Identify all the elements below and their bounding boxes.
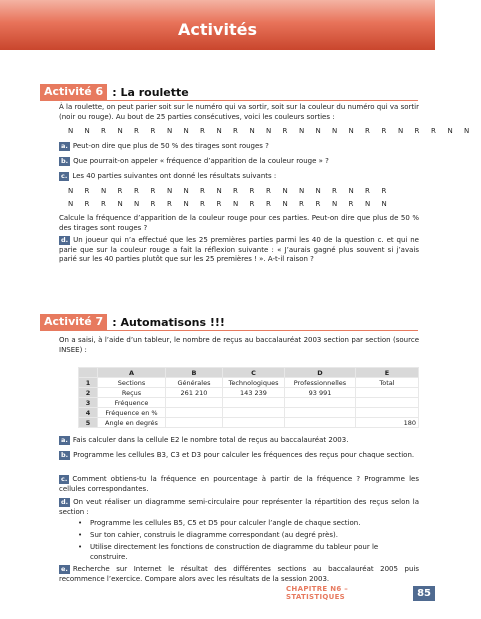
sequence-letter: R [414,127,420,135]
sequence-letter: N [315,127,321,135]
column-header: E [356,368,419,378]
sequence-letter: R [200,187,205,195]
table-row [79,398,419,408]
sequence-letter: R [101,127,106,135]
activity-6-rule [40,100,418,101]
column-header: B [166,368,223,378]
activity-6-intro: À la roulette, on peut parier soit sur le numéro qui va sortir, soit sur la couleur du numéro qui va sortir (noir ou rouge). Au bout de 25 parties consécutives, voici les couleurs sorties : [59,103,419,121]
activity-6-heading [40,84,189,100]
question-text: Comment obtiens-tu la fréquence en pourcentage à partir de la fréquence ? Programme les cellules correspondantes. [59,475,419,493]
sequence-letter: R [84,187,90,195]
question-label: d. [61,498,69,506]
sequence-letter: R [134,187,139,195]
column-header: C [223,368,285,378]
spreadsheet-table [78,367,419,428]
sequence-letter: R [365,187,370,195]
sequence-letter: N [299,187,305,195]
color-sequence-1 [68,127,481,135]
page-title: Activités [178,20,257,39]
sequence-letter: N [101,187,107,195]
question-label: c. [61,172,68,180]
table-cell [166,418,223,428]
question-7e [59,565,419,584]
sequence-letter: N [365,200,371,208]
table-cell: Reçus [98,388,166,398]
sequence-letter: R [348,200,354,208]
bullet-item: • Utilise directement les fonctions de construction de diagramme du tableur pour le construire. [90,543,415,562]
sequence-letter: R [249,200,255,208]
page-number: 85 [413,586,435,601]
table-cell: Sections [98,378,166,388]
sequence-letter: R [167,200,172,208]
sequence-letter: N [117,127,123,135]
sheet-header-row [79,368,419,378]
sequence-letter: N [68,187,74,195]
activity-7-intro: On a saisi, à l’aide d’un tableur, le nombre de reçus au baccalauréat 2003 section par section (source INSEE) : [59,336,419,354]
question-label: b. [61,157,69,165]
table-cell: 180 [356,418,419,428]
sheet-corner [79,368,98,378]
sequence-letter: R [84,200,90,208]
sequence-letter: N [183,127,189,135]
sequence-letter: R [200,200,205,208]
sequence-letter: R [381,187,387,195]
column-header: A [98,368,166,378]
table-cell [356,408,419,418]
question-6c [59,172,419,182]
sequence-letter: N [68,200,74,208]
sequence-letter: R [315,200,321,208]
sequence-letter: N [282,200,288,208]
sequence-letter: N [332,127,338,135]
sequence-letter: N [299,127,305,135]
sequence-letter: R [134,127,139,135]
sequence-letter: R [431,127,436,135]
table-cell [223,418,285,428]
color-sequence-2 [68,187,398,195]
row-number: 1 [79,378,98,388]
table-cell [166,408,223,418]
sequence-letter: N [216,127,222,135]
sequence-letter: R [266,200,271,208]
question-text: Que pourrait-on appeler « fréquence d’apparition de la couleur rouge » ? [73,157,329,165]
sequence-letter: N [167,127,173,135]
column-header: D [285,368,356,378]
sequence-letter: R [332,187,337,195]
sequence-letter: R [365,127,370,135]
activity-7-rule [40,330,418,331]
table-cell: Technologiques [223,378,285,388]
activity-6-badge: Activité 6 [40,84,107,100]
row-number: 5 [79,418,98,428]
sequence-letter: N [167,187,173,195]
activity-7-badge: Activité 7 [40,314,107,330]
activity-7-heading [40,314,225,330]
sequence-letter: N [348,187,354,195]
sequence-letter: N [447,127,453,135]
sequence-letter: N [348,127,354,135]
question-text: Un joueur qui n’a effectué que les 25 premières parties parmi les 40 de la question c. et qui ne parie que sur la couleur rouge a fait la réflexion suivante : « J’aurais gagné plus souvent si j’avais parié sur les 40 parties plutôt que sur les 25 premières ! ». A-t-il raison ? [59,236,419,263]
table-cell [285,418,356,428]
sequence-letter: R [249,187,255,195]
table-cell: Générales [166,378,223,388]
color-sequence-3 [68,200,398,208]
sequence-letter: N [464,127,470,135]
question-7c [59,475,419,494]
sequence-letter: R [381,127,387,135]
header-banner [0,0,435,50]
sequence-letter: R [101,200,106,208]
question-6a [59,142,419,152]
sequence-letter: N [282,187,288,195]
table-cell [166,398,223,408]
sequence-letter: R [282,127,288,135]
sequence-letter: N [315,187,321,195]
question-text: Fais calculer dans la cellule E2 le nombre total de reçus au baccalauréat 2003. [72,436,349,444]
table-cell: Total [356,378,419,388]
sequence-letter: N [68,127,74,135]
sequence-letter: R [233,187,238,195]
sequence-letter: N [233,200,239,208]
question-label: e. [61,565,68,573]
sequence-letter: R [299,200,304,208]
table-cell: Fréquence [98,398,166,408]
table-row [79,388,419,398]
question-text: Peut-on dire que plus de 50 % des tirages sont rouges ? [72,142,269,150]
question-text: Programme les cellules B3, C3 et D3 pour calculer les fréquences des reçus pour chaque section. [73,451,415,459]
sequence-letter: N [266,127,272,135]
row-number: 4 [79,408,98,418]
question-label: b. [61,451,69,459]
sequence-letter: N [183,187,189,195]
question-text: Les 40 parties suivantes ont donné les résultats suivants : [72,172,277,180]
table-cell [356,398,419,408]
table-cell: 261 210 [166,388,223,398]
sequence-letter: R [117,187,123,195]
sequence-letter: N [117,200,123,208]
sequence-letter: R [150,200,156,208]
question-label: a. [61,142,68,150]
table-cell [285,408,356,418]
sequence-letter: N [183,200,189,208]
activity-7-title: : Automatisons !!! [112,315,225,329]
table-cell: Angle en degrés [98,418,166,428]
table-row [79,418,419,428]
question-7b [59,451,419,461]
sequence-letter: N [381,200,387,208]
question-label: a. [61,436,68,444]
question-text: Recherche sur Internet le résultat des différentes sections au baccalauréat 2005 puis recommence l’exercice. Compare alors avec les résultats de la session 2003. [59,565,419,583]
question-7d [59,498,419,517]
sequence-letter: R [150,187,156,195]
sequence-letter: R [266,187,271,195]
sequence-letter: N [332,200,338,208]
page-footer [286,585,435,601]
table-row [79,408,419,418]
question-6d [59,236,419,265]
sequence-letter: R [216,200,222,208]
table-cell: 93 991 [285,388,356,398]
sequence-letter: R [233,127,238,135]
chapter-label: CHAPITRE N6 – STATISTIQUES [286,585,349,601]
row-number: 2 [79,388,98,398]
sequence-letter: N [249,127,255,135]
table-cell [356,388,419,398]
sequence-letter: N [398,127,404,135]
sequence-letter: R [150,127,156,135]
bullet-item: • Sur ton cahier, construis le diagramme correspondant (au degré près). [90,531,415,541]
table-cell: Professionnelles [285,378,356,388]
row-number: 3 [79,398,98,408]
table-cell [223,398,285,408]
question-label: d. [61,236,69,244]
table-cell: 143 239 [223,388,285,398]
question-text: On veut réaliser un diagramme semi-circulaire pour représenter la répartition des reçus selon la section : [59,498,419,516]
question-label: c. [61,475,68,483]
table-cell [285,398,356,408]
question-6b [59,157,419,167]
bullet-item: • Programme les cellules B5, C5 et D5 pour calculer l’angle de chaque section. [90,519,415,529]
table-row [79,378,419,388]
calc-instruction: Calcule la fréquence d’apparition de la couleur rouge pour ces parties. Peut-on dire que plus de 50 % des tirages sont rouges ? [59,214,419,232]
sequence-letter: N [134,200,140,208]
question-7a [59,436,419,446]
sequence-letter: N [84,127,90,135]
sequence-letter: N [216,187,222,195]
table-cell [223,408,285,418]
sequence-letter: R [200,127,205,135]
table-cell: Fréquence en % [98,408,166,418]
activity-6-title: : La roulette [112,85,189,99]
